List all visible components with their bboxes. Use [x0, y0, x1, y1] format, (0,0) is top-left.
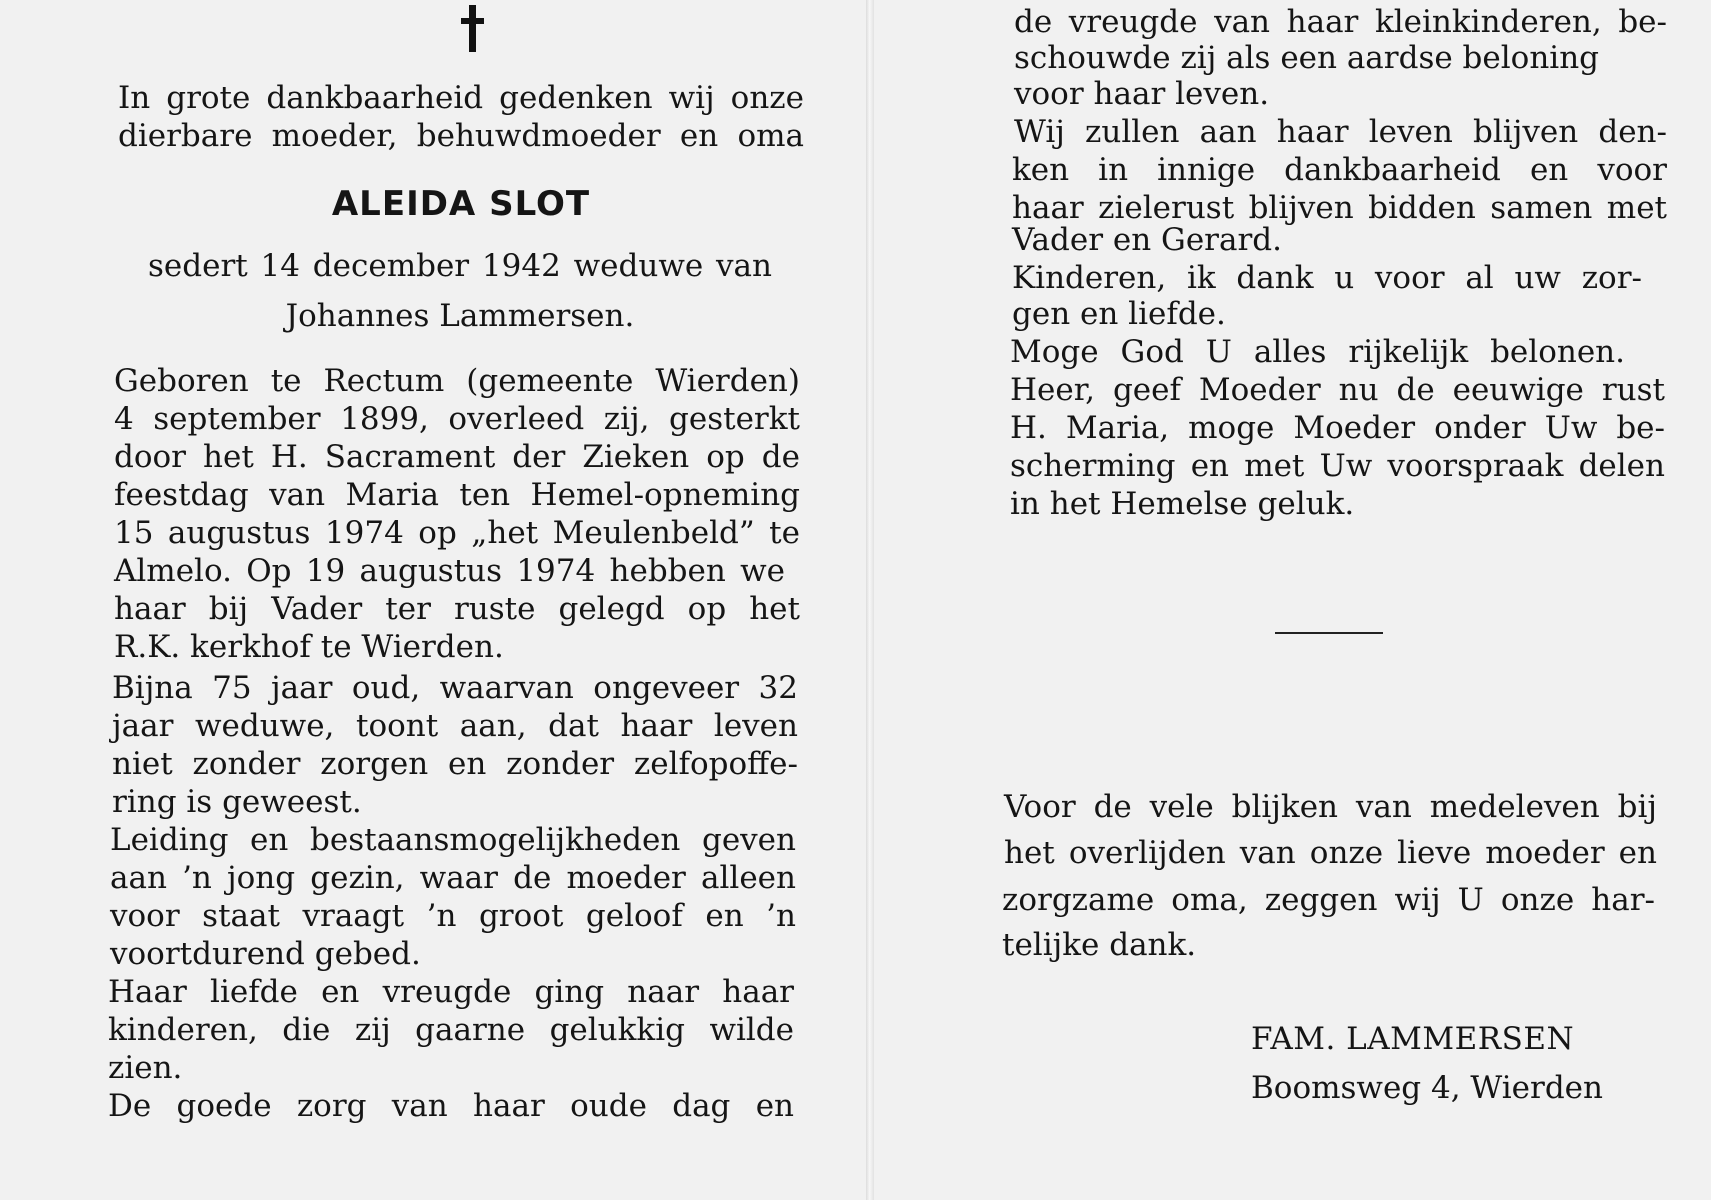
body-line: in het Hemelse geluk.: [1010, 486, 1355, 522]
body-line: Heer, geef Moeder nu de eeuwige rust: [1010, 372, 1665, 408]
body-line: jaar weduwe, toont aan, dat haar leven: [112, 708, 798, 744]
widow-line: sedert 14 december 1942 weduwe van: [148, 248, 772, 284]
body-line: Vader en Gerard.: [1012, 222, 1282, 258]
body-line: aan ’n jong gezin, waar de moeder alleen: [110, 860, 796, 896]
body-line: voortdurend gebed.: [110, 936, 421, 972]
body-line: door het H. Sacrament der Zieken op de: [114, 439, 800, 475]
page-fold: [866, 0, 874, 1200]
thanks-line: het overlijden van onze lieve moeder en: [1004, 835, 1657, 871]
body-line: Haar liefde en vreugde ging naar haar: [108, 974, 794, 1010]
body-line: 4 september 1899, overleed zij, gesterkt: [114, 401, 800, 437]
body-line: scherming en met Uw voorspraak delen: [1010, 448, 1665, 484]
thanks-line: Voor de vele blijken van medeleven bij: [1004, 789, 1657, 825]
deceased-name: ALEIDA SLOT: [331, 184, 591, 224]
body-line: voor staat vraagt ’n groot geloof en ’n: [110, 898, 796, 934]
cross-icon: [469, 5, 472, 52]
family-signature: FAM. LAMMERSEN: [1251, 1021, 1575, 1057]
body-line: 15 augustus 1974 op „het Meulenbeld” te: [114, 515, 800, 551]
thanks-line: telijke dank.: [1002, 927, 1197, 963]
body-line: Leiding en bestaansmogelijkheden geven: [110, 822, 796, 858]
body-line: Almelo. Op 19 augustus 1974 hebben we: [114, 553, 785, 589]
body-line: haar bij Vader ter ruste gelegd op het: [114, 591, 800, 627]
intro-line: dierbare moeder, behuwdmoeder en oma: [118, 118, 804, 154]
thanks-line: zorgzame oma, zeggen wij U onze har-: [1002, 882, 1655, 918]
body-line: R.K. kerkhof te Wierden.: [114, 629, 504, 665]
body-line: ken in innige dankbaarheid en voor: [1012, 152, 1667, 188]
body-line: niet zonder zorgen en zonder zelfopoffe-: [112, 746, 798, 782]
body-line: haar zielerust blijven bidden samen met: [1012, 190, 1667, 226]
body-line: kinderen, die zij gaarne gelukkig wilde: [108, 1012, 794, 1048]
widow-line: Johannes Lammersen.: [285, 298, 635, 334]
body-line: de vreugde van haar kleinkinderen, be-: [1014, 4, 1667, 40]
body-line: Bijna 75 jaar oud, waarvan ongeveer 32: [112, 670, 798, 706]
body-line: gen en liefde.: [1012, 296, 1226, 332]
intro-line: In grote dankbaarheid gedenken wij onze: [118, 80, 804, 116]
body-line: H. Maria, moge Moeder onder Uw be-: [1010, 410, 1665, 446]
body-line: Kinderen, ik dank u voor al uw zor-: [1012, 260, 1642, 296]
divider-rule: [1275, 632, 1383, 634]
family-address: Boomsweg 4, Wierden: [1251, 1070, 1603, 1106]
body-line: Geboren te Rectum (gemeente Wierden): [114, 363, 800, 399]
body-line: zien.: [108, 1050, 183, 1086]
body-line: schouwde zij als een aardse beloning: [1014, 40, 1600, 76]
body-line: Wij zullen aan haar leven blijven den-: [1014, 114, 1667, 150]
body-line: ring is geweest.: [112, 784, 362, 820]
body-line: voor haar leven.: [1014, 76, 1270, 112]
body-line: Moge God U alles rijkelijk belonen.: [1010, 334, 1625, 370]
body-line: De goede zorg van haar oude dag en: [108, 1088, 794, 1124]
body-line: feestdag van Maria ten Hemel-opneming: [114, 477, 800, 513]
